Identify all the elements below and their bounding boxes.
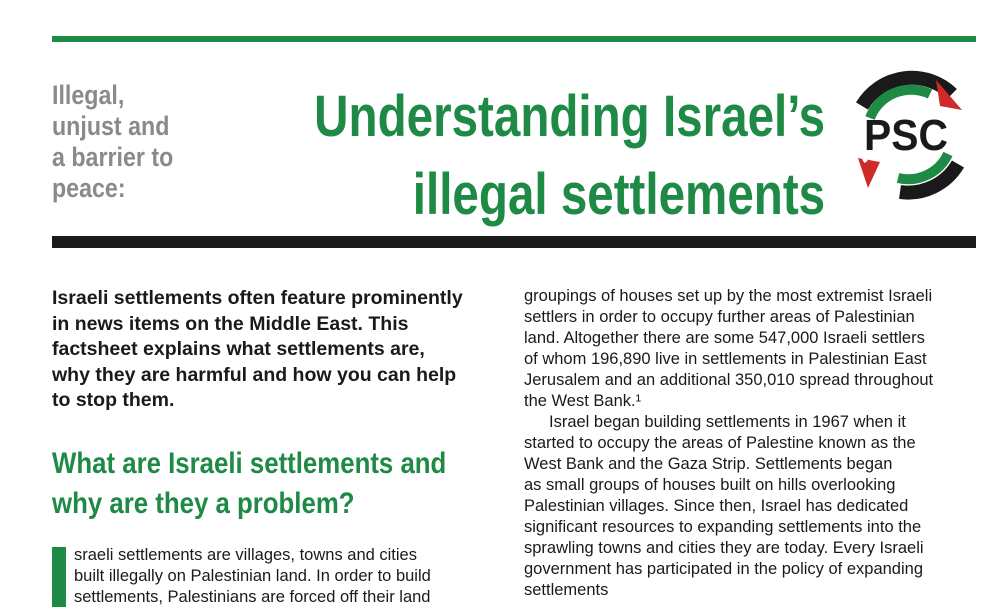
- title-line: illegal settlements: [412, 162, 825, 227]
- kicker-line: Illegal,: [52, 80, 125, 110]
- intro-line: factsheet explains what settlements are,: [52, 338, 425, 360]
- heading-line: why are they a problem?: [52, 486, 355, 520]
- right-column: [524, 286, 976, 601]
- body-paragraph: [52, 545, 502, 608]
- drop-cap-i: [52, 547, 66, 607]
- intro-line: Israeli settlements often feature prominently: [52, 287, 463, 309]
- body-line: significant resources to expanding settlements into the: [524, 518, 922, 536]
- body-line: built illegally on Palestinian land. In order to build: [74, 566, 431, 585]
- intro-paragraph: [52, 286, 502, 414]
- title-line: Understanding Israel’s: [314, 84, 825, 149]
- body-line: Palestinian villages. Since then, Israel has dedicated: [524, 497, 909, 515]
- body-line: sprawling towns and cities they are today. Every Israeli: [524, 539, 924, 557]
- body-line: started to occupy the areas of Palestine known as the: [524, 434, 916, 452]
- body-line: Israel began building settlements in 1967 when it: [549, 413, 906, 431]
- paragraph-1: [524, 286, 976, 412]
- body-line: settlers in order to occupy further areas of Palestinian: [524, 308, 915, 326]
- body-line: settlements, Palestinians are forced off their land: [74, 587, 431, 606]
- body-line: government has participated in the policy of expanding: [524, 560, 924, 578]
- left-column: [52, 286, 502, 608]
- psc-logo: [840, 66, 976, 202]
- body-line: as small groups of houses built on hills overlooking: [524, 476, 896, 494]
- body-line: sraeli settlements are villages, towns and cities: [74, 545, 417, 564]
- body-line: the West Bank.¹: [524, 392, 642, 410]
- page-title: [314, 78, 825, 234]
- logo-text: PSC: [864, 111, 948, 160]
- intro-line: in news items on the Middle East. This: [52, 312, 409, 335]
- body-line: of whom 196,890 live in settlements in Palestinian East: [524, 350, 927, 368]
- logo-red-arrow-bottom: [858, 158, 880, 188]
- body-line: groupings of houses set up by the most extremist Israeli: [524, 287, 933, 305]
- body-line: settlements: [524, 581, 609, 599]
- top-green-rule: [52, 36, 976, 42]
- body-line: Jerusalem and an additional 350,010 spread throughout: [524, 371, 934, 389]
- paragraph-2: [524, 412, 976, 601]
- intro-line: why they are harmful and how you can help: [52, 363, 457, 386]
- body-line: West Bank and the Gaza Strip. Settlements began: [524, 455, 893, 473]
- section-heading: [52, 444, 516, 524]
- intro-line: to stop them.: [52, 389, 175, 411]
- kicker-line: peace:: [52, 173, 126, 203]
- black-rule: [52, 236, 976, 248]
- kicker-line: unjust and: [52, 111, 170, 141]
- kicker-line: a barrier to: [52, 142, 174, 172]
- kicker-text: [52, 80, 207, 204]
- body-line: land. Altogether there are some 547,000 Israeli settlers: [524, 329, 925, 347]
- heading-line: What are Israeli settlements and: [52, 446, 447, 480]
